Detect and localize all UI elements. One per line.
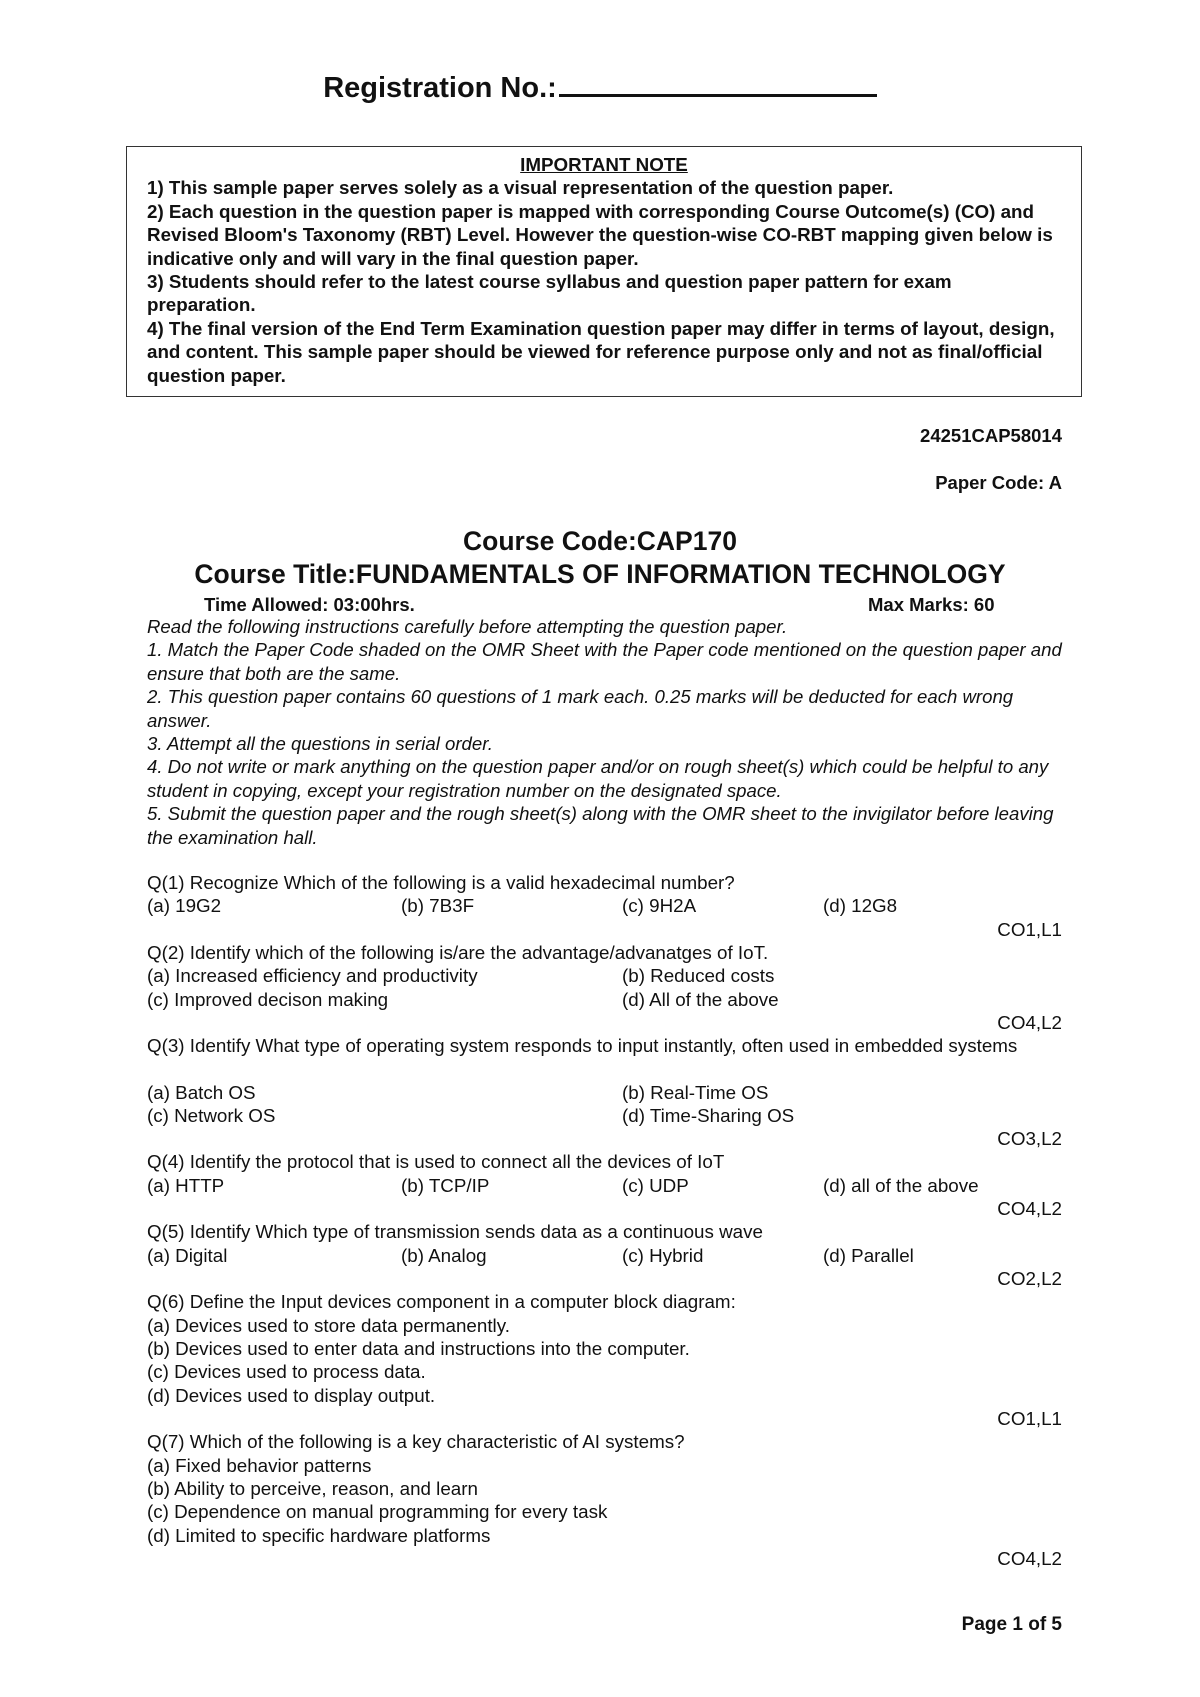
question-text: Q(3) Identify What type of operating system responds to input instantly, often used in embedded systems	[147, 1035, 1018, 1056]
option-a: (a) Fixed behavior patterns	[147, 1455, 372, 1476]
option-b: (b) Real-Time OS	[622, 1082, 769, 1103]
option-b: (b) Ability to perceive, reason, and learn	[147, 1478, 478, 1499]
co-mapping: CO2,L2	[997, 1268, 1062, 1289]
max-marks: Max Marks: 60	[868, 594, 995, 615]
instruction-line: 4. Do not write or mark anything on the question paper and/or on rough sheet(s) which could be helpful to any student in copying, except your registration number on the designated space.	[147, 756, 1049, 801]
option-b: (b) Devices used to enter data and instructions into the computer.	[147, 1338, 690, 1359]
instruction-line: 5. Submit the question paper and the rough sheet(s) along with the OMR sheet to the invigilator before leaving the examination hall.	[147, 803, 1054, 848]
registration-blank	[559, 68, 877, 97]
option-d: (d) Time-Sharing OS	[622, 1105, 795, 1126]
question-text: Q(7) Which of the following is a key characteristic of AI systems?	[147, 1431, 685, 1452]
question-text: Q(6) Define the Input devices component in a computer block diagram:	[147, 1291, 736, 1312]
option-a: (a) Devices used to store data permanently.	[147, 1315, 510, 1336]
instruction-line: 2. This question paper contains 60 questions of 1 mark each. 0.25 marks will be deducted for each wrong answer.	[147, 686, 1014, 731]
option-d: (d) 12G8	[823, 895, 898, 916]
option-b: (b) Reduced costs	[622, 965, 775, 986]
paper-id: 24251CAP58014	[920, 425, 1062, 446]
option-c: (c) Dependence on manual programming for every task	[147, 1501, 608, 1522]
course-title: Course Title:FUNDAMENTALS OF INFORMATION TECHNOLOGY	[194, 559, 1006, 589]
important-note-item: 2) Each question in the question paper is mapped with corresponding Course Outcome(s) (CO) and Revised Bloom's Taxonomy (RBT) Level. However the question-wise CO-RBT mapping given below is indicative only and will vary in the final question paper.	[147, 200, 1058, 269]
important-note-item: 1) This sample paper serves solely as a visual representation of the question paper.	[147, 177, 894, 199]
question-text: Q(1) Recognize Which of the following is a valid hexadecimal number?	[147, 872, 735, 893]
page-number: Page 1 of 5	[961, 1614, 1062, 1635]
co-mapping: CO4,L2	[997, 1548, 1062, 1569]
co-mapping: CO1,L1	[997, 919, 1062, 940]
option-c: (c) 9H2A	[622, 895, 697, 916]
option-b: (b) TCP/IP	[401, 1175, 490, 1196]
option-a: (a) Digital	[147, 1245, 228, 1266]
important-note-title: IMPORTANT NOTE	[520, 154, 688, 175]
instruction-line: 1. Match the Paper Code shaded on the OMR Sheet with the Paper code mentioned on the question paper and ensure that both are the same.	[147, 639, 1062, 684]
option-c: (c) Network OS	[147, 1105, 276, 1126]
co-mapping: CO4,L2	[997, 1012, 1062, 1033]
important-note-item: 4) The final version of the End Term Examination question paper may differ in terms of layout, design, and content. This sample paper should be viewed for reference purpose only and not as final/official question paper.	[147, 317, 1060, 386]
time-allowed: Time Allowed: 03:00hrs.	[204, 594, 415, 615]
co-mapping: CO4,L2	[997, 1198, 1062, 1219]
option-d: (d) all of the above	[823, 1175, 979, 1196]
registration-label: Registration No.:	[323, 72, 557, 104]
instruction-line: 3. Attempt all the questions in serial order.	[147, 733, 493, 755]
course-code: Course Code:CAP170	[463, 526, 737, 556]
option-d: (d) Devices used to display output.	[147, 1385, 436, 1406]
option-b: (b) 7B3F	[401, 895, 475, 916]
registration-line	[0, 68, 1200, 105]
option-a: (a) 19G2	[147, 895, 222, 916]
option-b: (b) Analog	[401, 1245, 487, 1266]
option-c: (c) UDP	[622, 1175, 689, 1196]
option-d: (d) All of the above	[622, 989, 779, 1010]
option-a: (a) Batch OS	[147, 1082, 256, 1103]
option-a: (a) Increased efficiency and productivity	[147, 965, 478, 986]
co-mapping: CO3,L2	[997, 1128, 1062, 1149]
instruction-line: Read the following instructions carefully before attempting the question paper.	[147, 616, 788, 637]
question-text: Q(2) Identify which of the following is/are the advantage/advanatges of IoT.	[147, 942, 769, 963]
option-c: (c) Hybrid	[622, 1245, 704, 1266]
important-note-box	[126, 146, 1082, 397]
important-note-item: 3) Students should refer to the latest course syllabus and question paper pattern for exam preparation.	[147, 271, 957, 316]
option-c: (c) Improved decison making	[147, 989, 389, 1010]
option-c: (c) Devices used to process data.	[147, 1361, 426, 1382]
option-d: (d) Limited to specific hardware platforms	[147, 1525, 491, 1546]
instructions-block	[147, 615, 1067, 849]
question-text: Q(5) Identify Which type of transmission sends data as a continuous wave	[147, 1221, 763, 1242]
question-text: Q(4) Identify the protocol that is used to connect all the devices of IoT	[147, 1151, 725, 1172]
paper-code: Paper Code: A	[935, 472, 1062, 493]
option-a: (a) HTTP	[147, 1175, 225, 1196]
co-mapping: CO1,L1	[997, 1408, 1062, 1429]
option-d: (d) Parallel	[823, 1245, 914, 1266]
